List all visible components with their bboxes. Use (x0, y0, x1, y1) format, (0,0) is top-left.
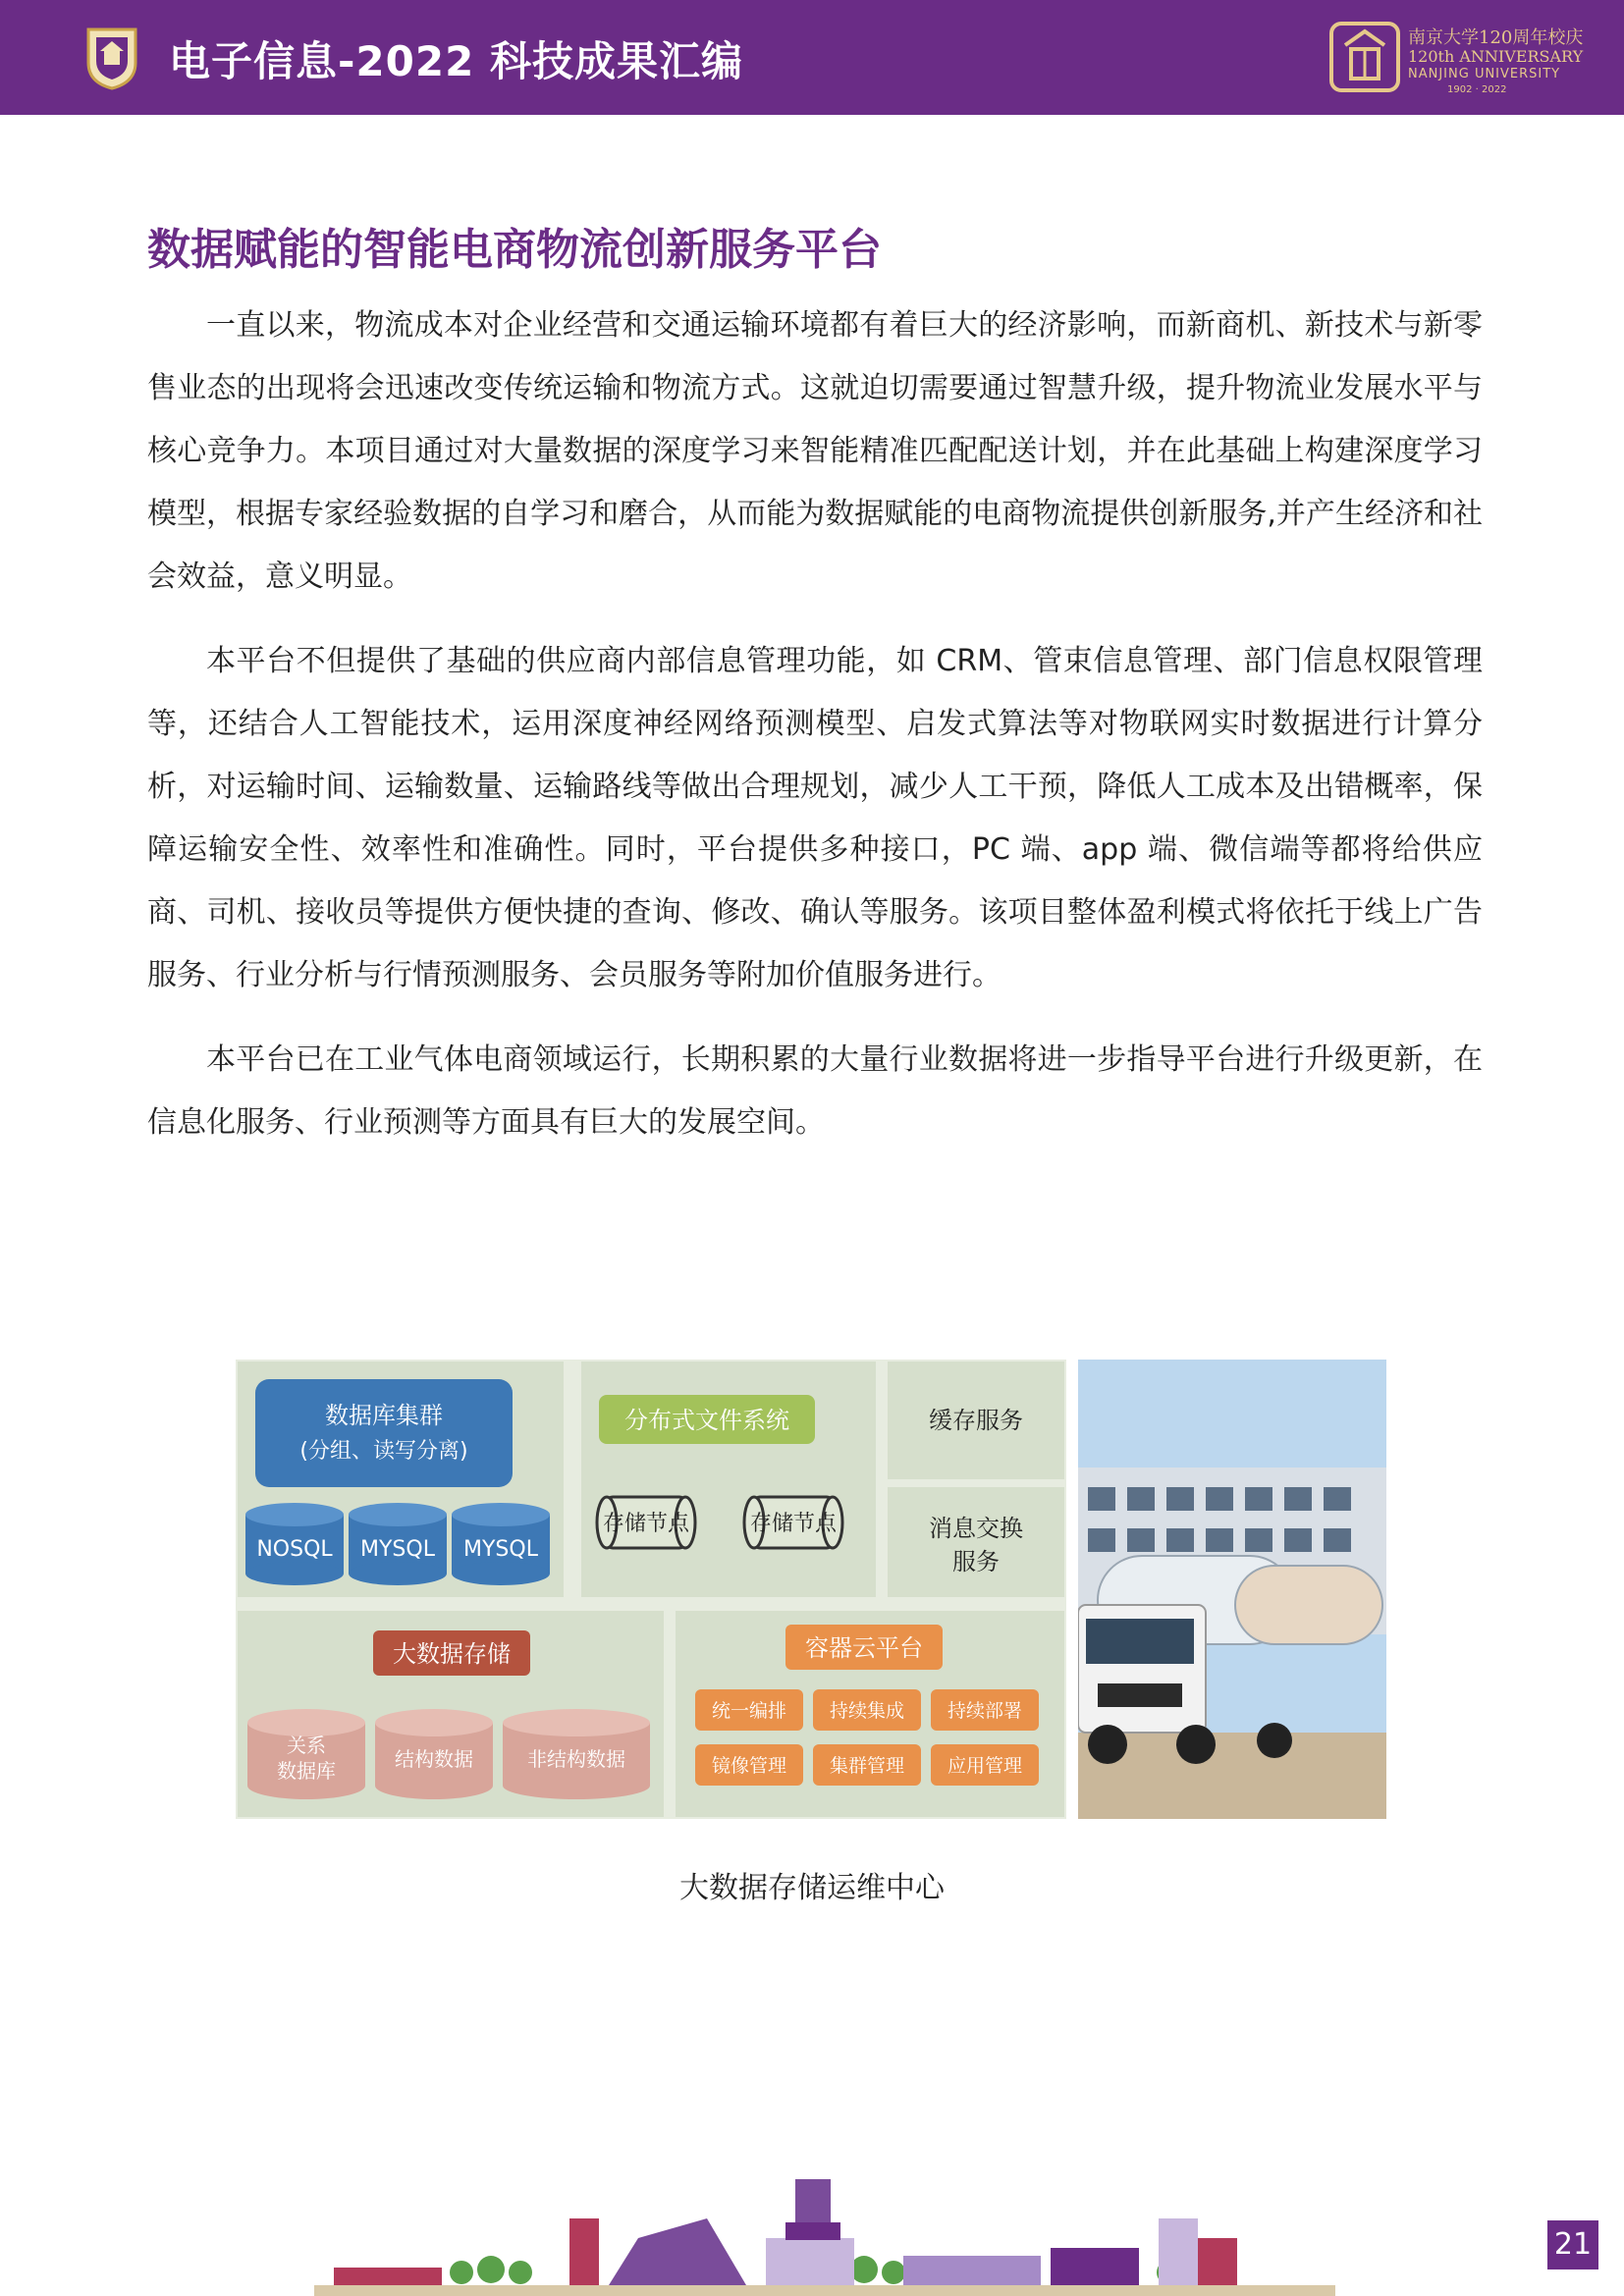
db-label-mysql-1: MYSQL (360, 1537, 435, 1562)
header-title: 电子信息-2022 科技成果汇编 (169, 37, 743, 85)
container-item-2: 持续集成 (829, 1700, 905, 1722)
unstructured-label: 非结构数据 (527, 1747, 625, 1771)
anniversary-years: 1902 · 2022 (1447, 84, 1507, 95)
anniversary-text-univ: NANJING UNIVERSITY (1408, 67, 1561, 81)
architecture-diagram (236, 1360, 1066, 1819)
container-label: 容器云平台 (805, 1634, 923, 1662)
cache-label: 缓存服务 (929, 1407, 1023, 1434)
anniversary-seal-icon (1326, 18, 1404, 96)
bigdata-label: 大数据存储 (393, 1640, 511, 1668)
anniversary-logo (1326, 18, 1584, 98)
body-text (147, 294, 1483, 1176)
db-cluster-sub: (分组、读写分离) (299, 1439, 468, 1464)
rel-db-line1: 关系 (287, 1734, 326, 1757)
db-label-mysql-2: MYSQL (463, 1537, 538, 1562)
db-label-nosql: NOSQL (256, 1537, 333, 1562)
storage-node-2-label: 存储节点 (749, 1512, 838, 1536)
container-item-3: 持续部署 (947, 1700, 1023, 1722)
container-item-5: 集群管理 (829, 1755, 905, 1777)
anniversary-text-cn: 南京大学120周年校庆 (1408, 27, 1584, 48)
db-cluster-label: 数据库集群 (325, 1402, 443, 1429)
figure-caption: 大数据存储运维中心 (679, 1871, 945, 1905)
dfs-label: 分布式文件系统 (624, 1407, 789, 1434)
campus-skyline-illustration (314, 2179, 1335, 2296)
container-item-4: 镜像管理 (711, 1755, 787, 1777)
structured-label: 结构数据 (395, 1747, 473, 1771)
university-crest-icon (84, 26, 139, 90)
msg-panel (888, 1487, 1064, 1597)
container-item-1: 统一编排 (711, 1700, 787, 1722)
db-cluster-box (255, 1379, 513, 1487)
container-item-6: 应用管理 (947, 1755, 1023, 1777)
msg-label-line1: 消息交换 (929, 1515, 1023, 1542)
anniversary-text-en: 120th ANNIVERSARY (1408, 47, 1584, 66)
msg-label-line2: 服务 (952, 1548, 1000, 1575)
paragraph-2: 本平台不但提供了基础的供应商内部信息管理功能，如 CRM、管束信息管理、部门信息权限管理等，还结合人工智能技术，运用深度神经网络预测模型、启发式算法等对物联网实时数据进行计算分析，对运输时间、运输数量、运输路线等做出合理规划，减少人工干预，降低人工成本及出错概率，保障运输安全性、效率性和准确性。同时，平台提供多种接口，PC 端、app 端、微信端等都将给供应商、司机、接收员等提供方便快捷的查询、修改、确认等服务。该项目整体盈利模式将依托于线上广告服务、行业分析与行情预测服务、会员服务等附加价值服务进行。 (147, 644, 1483, 992)
page-number: 21 (1547, 2220, 1598, 2269)
section-title: 数据赋能的智能电商物流创新服务平台 (147, 225, 882, 275)
figure (236, 1360, 1386, 1819)
tank-truck-photo (1078, 1360, 1386, 1819)
paragraph-3: 本平台已在工业气体电商领域运行，长期积累的大量行业数据将进一步指导平台进行升级更新，在信息化服务、行业预测等方面具有巨大的发展空间。 (147, 1042, 1483, 1140)
storage-node-1-label: 存储节点 (602, 1512, 690, 1536)
page-header (0, 0, 1624, 115)
rel-db-line2: 数据库 (277, 1759, 336, 1783)
paragraph-1: 一直以来，物流成本对企业经营和交通运输环境都有着巨大的经济影响，而新商机、新技术与新零售业态的出现将会迅速改变传统运输和物流方式。这就迫切需要通过智慧升级，提升物流业发展水平与核心竞争力。本项目通过对大量数据的深度学习来智能精准匹配配送计划，并在此基础上构建深度学习模型，根据专家经验数据的自学习和磨合，从而能为数据赋能的电商物流提供创新服务,并产生经济和社会效益，意义明显。 (147, 308, 1483, 594)
